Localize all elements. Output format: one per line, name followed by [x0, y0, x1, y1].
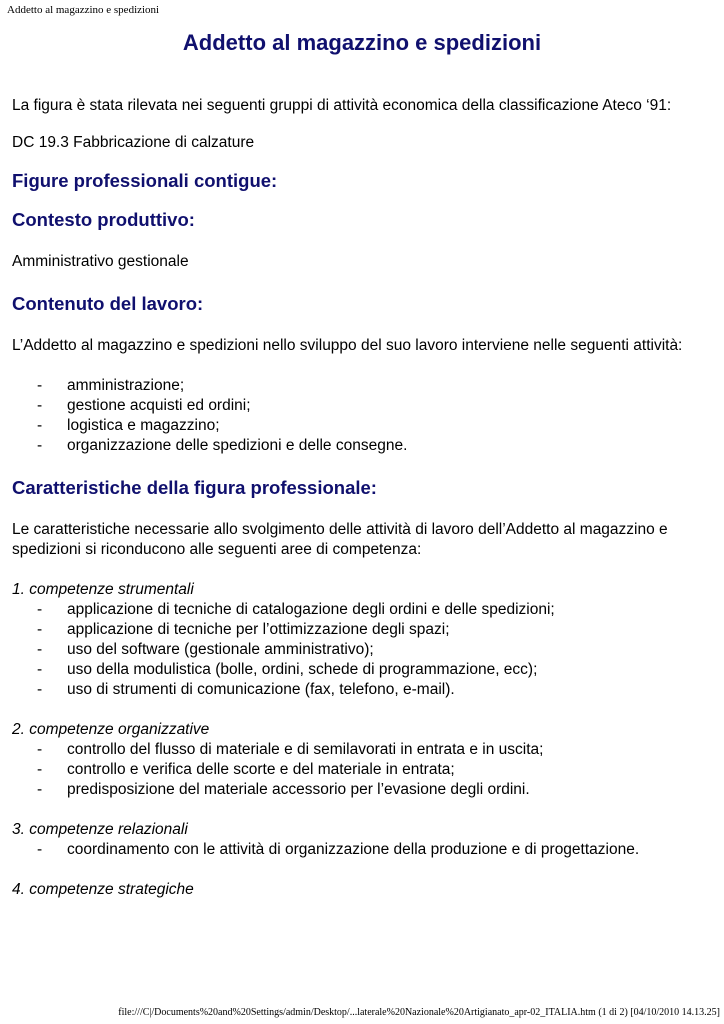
contenuto-text: L’Addetto al magazzino e spedizioni nello sviluppo del suo lavoro interviene nelle seguenti attività: — [12, 337, 683, 354]
file-path-footer: file:///C|/Documents%20and%20Settings/admin/Desktop/...laterale%20Nazionale%20Artigianato_apr-02_ITALIA.htm (1 di 2) [04/10/2010 14.13.25] — [118, 1007, 720, 1018]
list-item-text: logistica e magazzino; — [67, 417, 220, 434]
caratteristiche-text: Le caratteristiche necessarie allo svolgimento delle attività di lavoro dell’Addetto al magazzino e spedizioni si riconducono alle seguenti aree di competenza: — [12, 521, 668, 558]
bullet-dash: - — [37, 841, 43, 858]
bullet-dash: - — [37, 397, 43, 414]
list-item-text: applicazione di tecniche di catalogazione degli ordini e delle spedizioni; — [67, 601, 555, 618]
list-item — [12, 740, 714, 760]
bullet-dash: - — [37, 781, 43, 798]
list-item — [12, 680, 714, 700]
list-item — [12, 376, 714, 396]
list-item — [12, 760, 714, 780]
competenze-title: 2. competenze organizzative — [12, 721, 210, 738]
list-item-text: uso di strumenti di comunicazione (fax, telefono, e-mail). — [67, 681, 455, 698]
list-item-text: amministrazione; — [67, 377, 185, 394]
intro-paragraph: La figura è stata rilevata nei seguenti gruppi di attività economica della classificazione Ateco ‘91: — [12, 97, 672, 114]
competenze-list — [12, 840, 714, 860]
bullet-dash: - — [37, 661, 43, 678]
list-item — [12, 640, 714, 660]
bullet-dash: - — [37, 641, 43, 658]
list-item-text: gestione acquisti ed ordini; — [67, 397, 251, 414]
heading-contenuto-lavoro: Contenuto del lavoro: — [12, 293, 204, 314]
list-item-text: controllo del flusso di materiale e di semilavorati in entrata e in uscita; — [67, 741, 544, 758]
list-item — [12, 600, 714, 620]
bullet-dash: - — [37, 621, 43, 638]
list-item-text: organizzazione delle spedizioni e delle consegne. — [67, 437, 408, 454]
list-item-text: coordinamento con le attività di organizzazione della produzione e di progettazione. — [67, 841, 640, 858]
contesto-text: Amministrativo gestionale — [12, 253, 189, 270]
heading-contesto-produttivo: Contesto produttivo: — [12, 209, 195, 230]
bullet-dash: - — [37, 761, 43, 778]
bullet-dash: - — [37, 417, 43, 434]
bullet-dash: - — [37, 741, 43, 758]
list-item-text: uso del software (gestionale amministrativo); — [67, 641, 374, 658]
competenze-list — [12, 600, 714, 700]
list-item-text: uso della modulistica (bolle, ordini, schede di programmazione, ecc); — [67, 661, 538, 678]
list-item-text: controllo e verifica delle scorte e del materiale in entrata; — [67, 761, 455, 778]
bullet-dash: - — [37, 601, 43, 618]
competenze-list — [12, 740, 714, 800]
list-item — [12, 416, 714, 436]
bullet-dash: - — [37, 437, 43, 454]
competenze-sections — [12, 560, 714, 900]
heading-figure-contigue: Figure professionali contigue: — [12, 170, 278, 191]
running-header: Addetto al magazzino e spedizioni — [7, 4, 160, 16]
page-title: Addetto al magazzino e spedizioni — [182, 30, 542, 55]
list-item — [12, 660, 714, 680]
list-item — [12, 396, 714, 416]
competenze-title: 3. competenze relazionali — [12, 821, 188, 838]
ateco-code: DC 19.3 Fabbricazione di calzature — [12, 134, 255, 151]
list-item — [12, 620, 714, 640]
competenze-title: 4. competenze strategiche — [12, 881, 194, 898]
list-item-text: applicazione di tecniche per l’ottimizzazione degli spazi; — [67, 621, 450, 638]
list-item — [12, 780, 714, 800]
heading-caratteristiche: Caratteristiche della figura professionale: — [12, 477, 377, 498]
competenze-title: 1. competenze strumentali — [12, 581, 194, 598]
bullet-dash: - — [37, 681, 43, 698]
list-item — [12, 840, 714, 860]
list-item-text: predisposizione del materiale accessorio per l’evasione degli ordini. — [67, 781, 530, 798]
bullet-dash: - — [37, 377, 43, 394]
list-item — [12, 436, 714, 456]
contenuto-list — [12, 376, 714, 456]
document-body — [12, 96, 714, 900]
